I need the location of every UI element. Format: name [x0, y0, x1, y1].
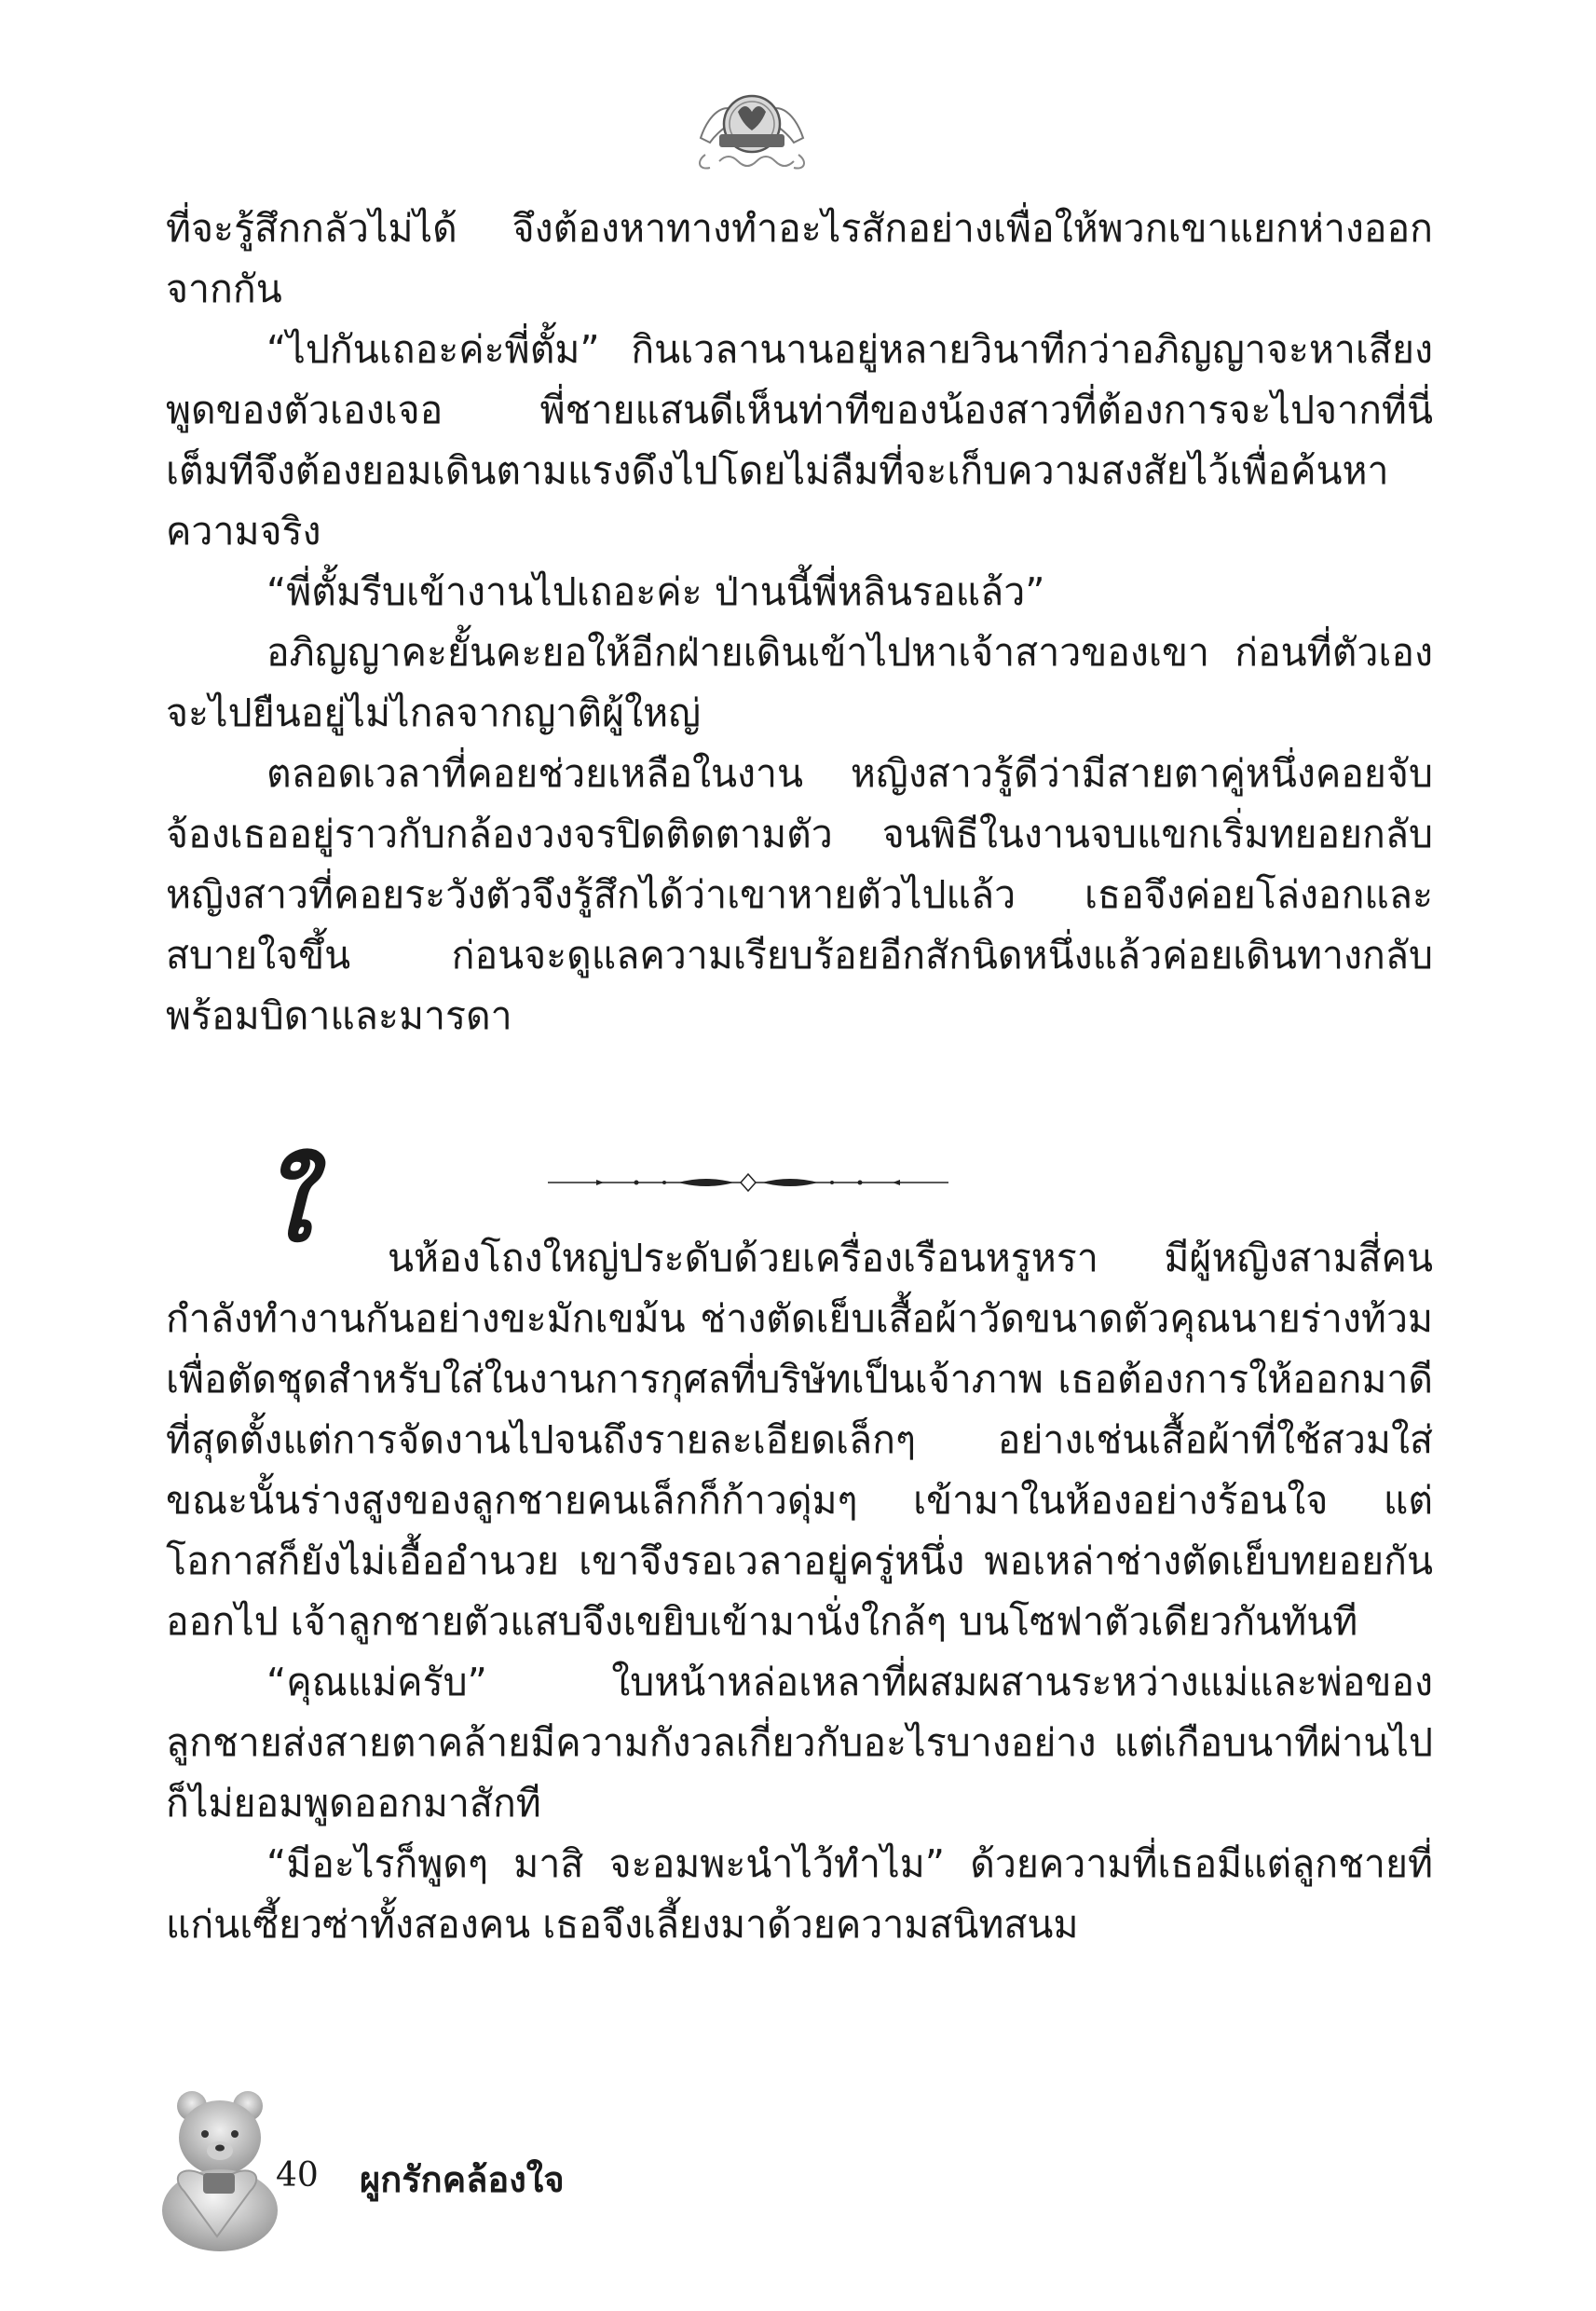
paragraph: ที่จะรู้สึกกลัวไม่ได้ จึงต้องหาทางทำอะไรสักอย่างเพื่อให้พวกเขาแยกห่างออกจากกัน: [166, 206, 1433, 311]
paragraph: “คุณแม่ครับ” ใบหน้าหล่อเหลาที่ผสมผสานระหว่างแม่และพ่อของลูกชายส่งสายตาคล้ายมีความกังวลเกี่ยวกับอะไรบางอย่าง แต่เกือบนาทีผ่านไปก็ไม่ยอมพูดออกมาสักที: [166, 1660, 1433, 1826]
paragraph: “ไปกันเถอะค่ะพี่ตั้ม” กินเวลานานอยู่หลายวินาทีกว่าอภิญญาจะหาเสียงพูดของตัวเองเจอ พี่ชายแสนดีเห็นท่าทีของน้องสาวที่ต้องการจะไปจากที่นี่เต็มทีจึงต้องยอมเดินตามแรงดึงไปโดยไม่ลืมที่จะเก็บความสงสัยไว้เพื่อค้นหาความจริง: [166, 327, 1433, 554]
page-footer: [147, 2080, 799, 2257]
text-section-2: [166, 1147, 1433, 1955]
paragraph-text: นห้องโถงใหญ่ประดับด้วยเครื่องเรือนหรูหรา มีผู้หญิงสามสี่คนกำลังทำงานกันอย่างขะมักเขม้น ช่างตัดเย็บเสื้อผ้าวัดขนาดตัวคุณนายร่างท้วมเพื่อตัดชุดสำหรับใส่ในงานการกุศลที่บริษัทเป็นเจ้าภาพ เธอต้องการให้ออกมาดีที่สุดตั้งแต่การจัดงานไปจนถึงรายละเอียดเล็กๆ อย่างเช่นเสื้อผ้าที่ใช้สวมใส่ ขณะนั้นร่างสูงของลูกชายคนเล็กก็ก้าวดุ่มๆ เข้ามาในห้องอย่างร้อนใจ แต่โอกาสก็ยังไม่เอื้ออำนวย เขาจึงรอเวลาอยู่ครู่หนึ่ง พอเหล่าช่างตัดเย็บทยอยกันออกไป เจ้าลูกชายตัวแสบจึงเขยิบเข้ามานั่งใกล้ๆ บนโซฟาตัวเดียวกันทันที: [166, 1236, 1433, 1644]
paragraph: “พี่ตั้มรีบเข้างานไปเถอะค่ะ ป่านนี้พี่หลินรอแล้ว”: [266, 569, 1045, 614]
paragraph: ตลอดเวลาที่คอยช่วยเหลือในงาน หญิงสาวรู้ดีว่ามีสายตาคู่หนึ่งคอยจับจ้องเธออยู่ราวกับกล้องวงจรปิดติดตามตัว จนพิธีในงานจบแขกเริ่มทยอยกลับ หญิงสาวที่คอยระวังตัวจึงรู้สึกได้ว่าเขาหายตัวไปแล้ว เธอจึงค่อยโล่งอกและสบายใจขึ้น ก่อนจะดูแลความเรียบร้อยอีกสักนิดหนึ่งแล้วค่อยเดินทางกลับพร้อมบิดาและมารดา: [166, 751, 1433, 1038]
paragraph-with-dropcap: ใ นห้องโถงใหญ่ประดับด้วยเครื่องเรือนหรูหรา มีผู้หญิงสามสี่คนกำลังทำงานกันอย่างขะมักเขม้น ช่างตัดเย็บเสื้อผ้าวัดขนาดตัวคุณนายร่างท้วมเพื่อตัดชุดสำหรับใส่ในงานการกุศลที่บริษัทเป็นเจ้าภาพ เธอต้องการให้ออกมาดีที่สุดตั้งแต่การจัดงานไปจนถึงรายละเอียดเล็กๆ อย่างเช่นเสื้อผ้าที่ใช้สวมใส่ ขณะนั้นร่างสูงของลูกชายคนเล็กก็ก้าวดุ่มๆ เข้ามาในห้องอย่างร้อนใจ แต่โอกาสก็ยังไม่เอื้ออำนวย เขาจึงรอเวลาอยู่ครู่หนึ่ง พอเหล่าช่างตัดเย็บทยอยกันออกไป เจ้าลูกชายตัวแสบจึงเขยิบเข้ามานั่งใกล้ๆ บนโซฟาตัวเดียวกันทันที: [166, 1147, 1433, 1644]
ornamental-divider: [548, 1167, 948, 1198]
book-emblem-icon: [691, 73, 812, 175]
page-number: 40: [276, 2156, 319, 2195]
book-title: ผูกรักคล้องใจ: [360, 2159, 565, 2200]
paragraph: “มีอะไรก็พูดๆ มาสิ จะอมพะนำไว้ทำไม” ด้วยความที่เธอมีแต่ลูกชายที่แก่นเซี้ยวซ่าทั้งสองคน เธอจึงเลี้ยงมาด้วยความสนิทสนม: [166, 1841, 1433, 1947]
paragraph: อภิญญาคะยั้นคะยอให้อีกฝ่ายเดินเข้าไปหาเจ้าสาวของเขา ก่อนที่ตัวเองจะไปยืนอยู่ไม่ไกลจากญาติผู้ใหญ่: [166, 630, 1433, 735]
teddy-bear-heart-icon: [147, 2080, 296, 2257]
text-section-1: [166, 198, 1433, 1046]
